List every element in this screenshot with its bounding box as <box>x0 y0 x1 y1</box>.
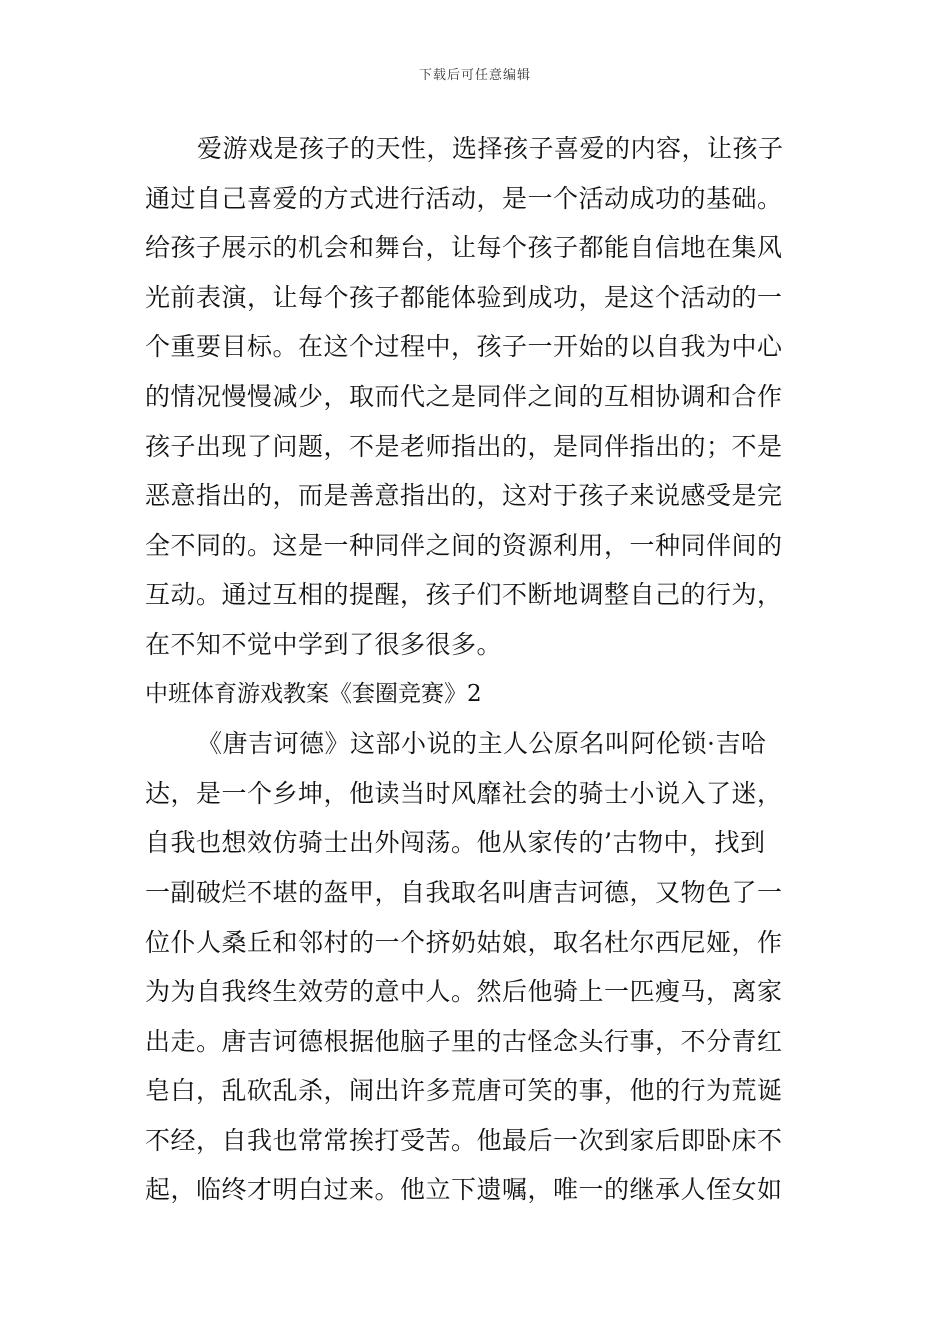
paragraph-line: 光前表演，让每个孩子都能体验到成功，是这个活动的一 <box>145 282 783 312</box>
paragraph-line: 全不同的。这是一种同伴之间的资源利用，一种同伴间的 <box>145 530 783 560</box>
paragraph-line: 的情况慢慢减少，取而代之是同伴之间的互相协调和合作 <box>145 381 783 411</box>
paragraph-line: 出走。唐吉诃德根据他脑子里的古怪念头行事，不分青红 <box>145 1026 783 1056</box>
paragraph-line: 皂白，乱砍乱杀，闹出许多荒唐可笑的事，他的行为荒诞 <box>145 1076 783 1106</box>
paragraph-line: 一副破烂不堪的盔甲，自我取名叫唐吉诃德，又物色了一 <box>145 877 783 907</box>
paragraph-line: 达，是一个乡坤，他读当时风靡社会的骑士小说入了迷， <box>145 778 783 808</box>
section-heading: 中班体育游戏教案《套圈竞赛》2 <box>145 680 482 707</box>
paragraph-line: 起，临终才明白过来。他立下遗嘱，唯一的继承人侄女如 <box>145 1175 783 1205</box>
paragraph-line: 通过自己喜爱的方式进行活动，是一个活动成功的基础。 <box>145 183 783 213</box>
paragraph-line: 自我也想效仿骑士出外闯荡。他从家传的’古物中，找到 <box>145 828 766 858</box>
page-header: 下载后可任意编辑 <box>418 68 531 83</box>
paragraph-line: 《唐吉诃德》这部小说的主人公原名叫阿伦锁·吉哈 <box>197 729 767 759</box>
document-body <box>145 124 810 1215</box>
paragraph-line: 为为自我终生效劳的意中人。然后他骑上一匹瘦马，离家 <box>145 977 783 1007</box>
paragraph-line: 在不知不觉中学到了很多很多。 <box>145 629 503 659</box>
paragraph-line: 个重要目标。在这个过程中，孩子一开始的以自我为中心 <box>145 332 783 362</box>
paragraph-line: 不经，自我也常常挨打受苦。他最后一次到家后即卧床不 <box>145 1125 783 1155</box>
paragraph-line: 恶意指出的，而是善意指出的，这对于孩子来说感受是完 <box>145 481 783 511</box>
paragraph-line: 爱游戏是孩子的天性，选择孩子喜爱的内容，让孩子 <box>197 134 784 163</box>
paragraph-line: 孩子出现了问题，不是老师指出的，是同伴指出的；不是 <box>145 431 783 461</box>
paragraph-line: 给孩子展示的机会和舞台，让每个孩子都能自信地在集风 <box>145 233 783 263</box>
paragraph-line: 互动。通过互相的提醒，孩子们不断地调整自己的行为， <box>145 580 783 610</box>
paragraph-line: 位仆人桑丘和邻村的一个挤奶姑娘，取名杜尔西尼娅，作 <box>145 927 783 957</box>
